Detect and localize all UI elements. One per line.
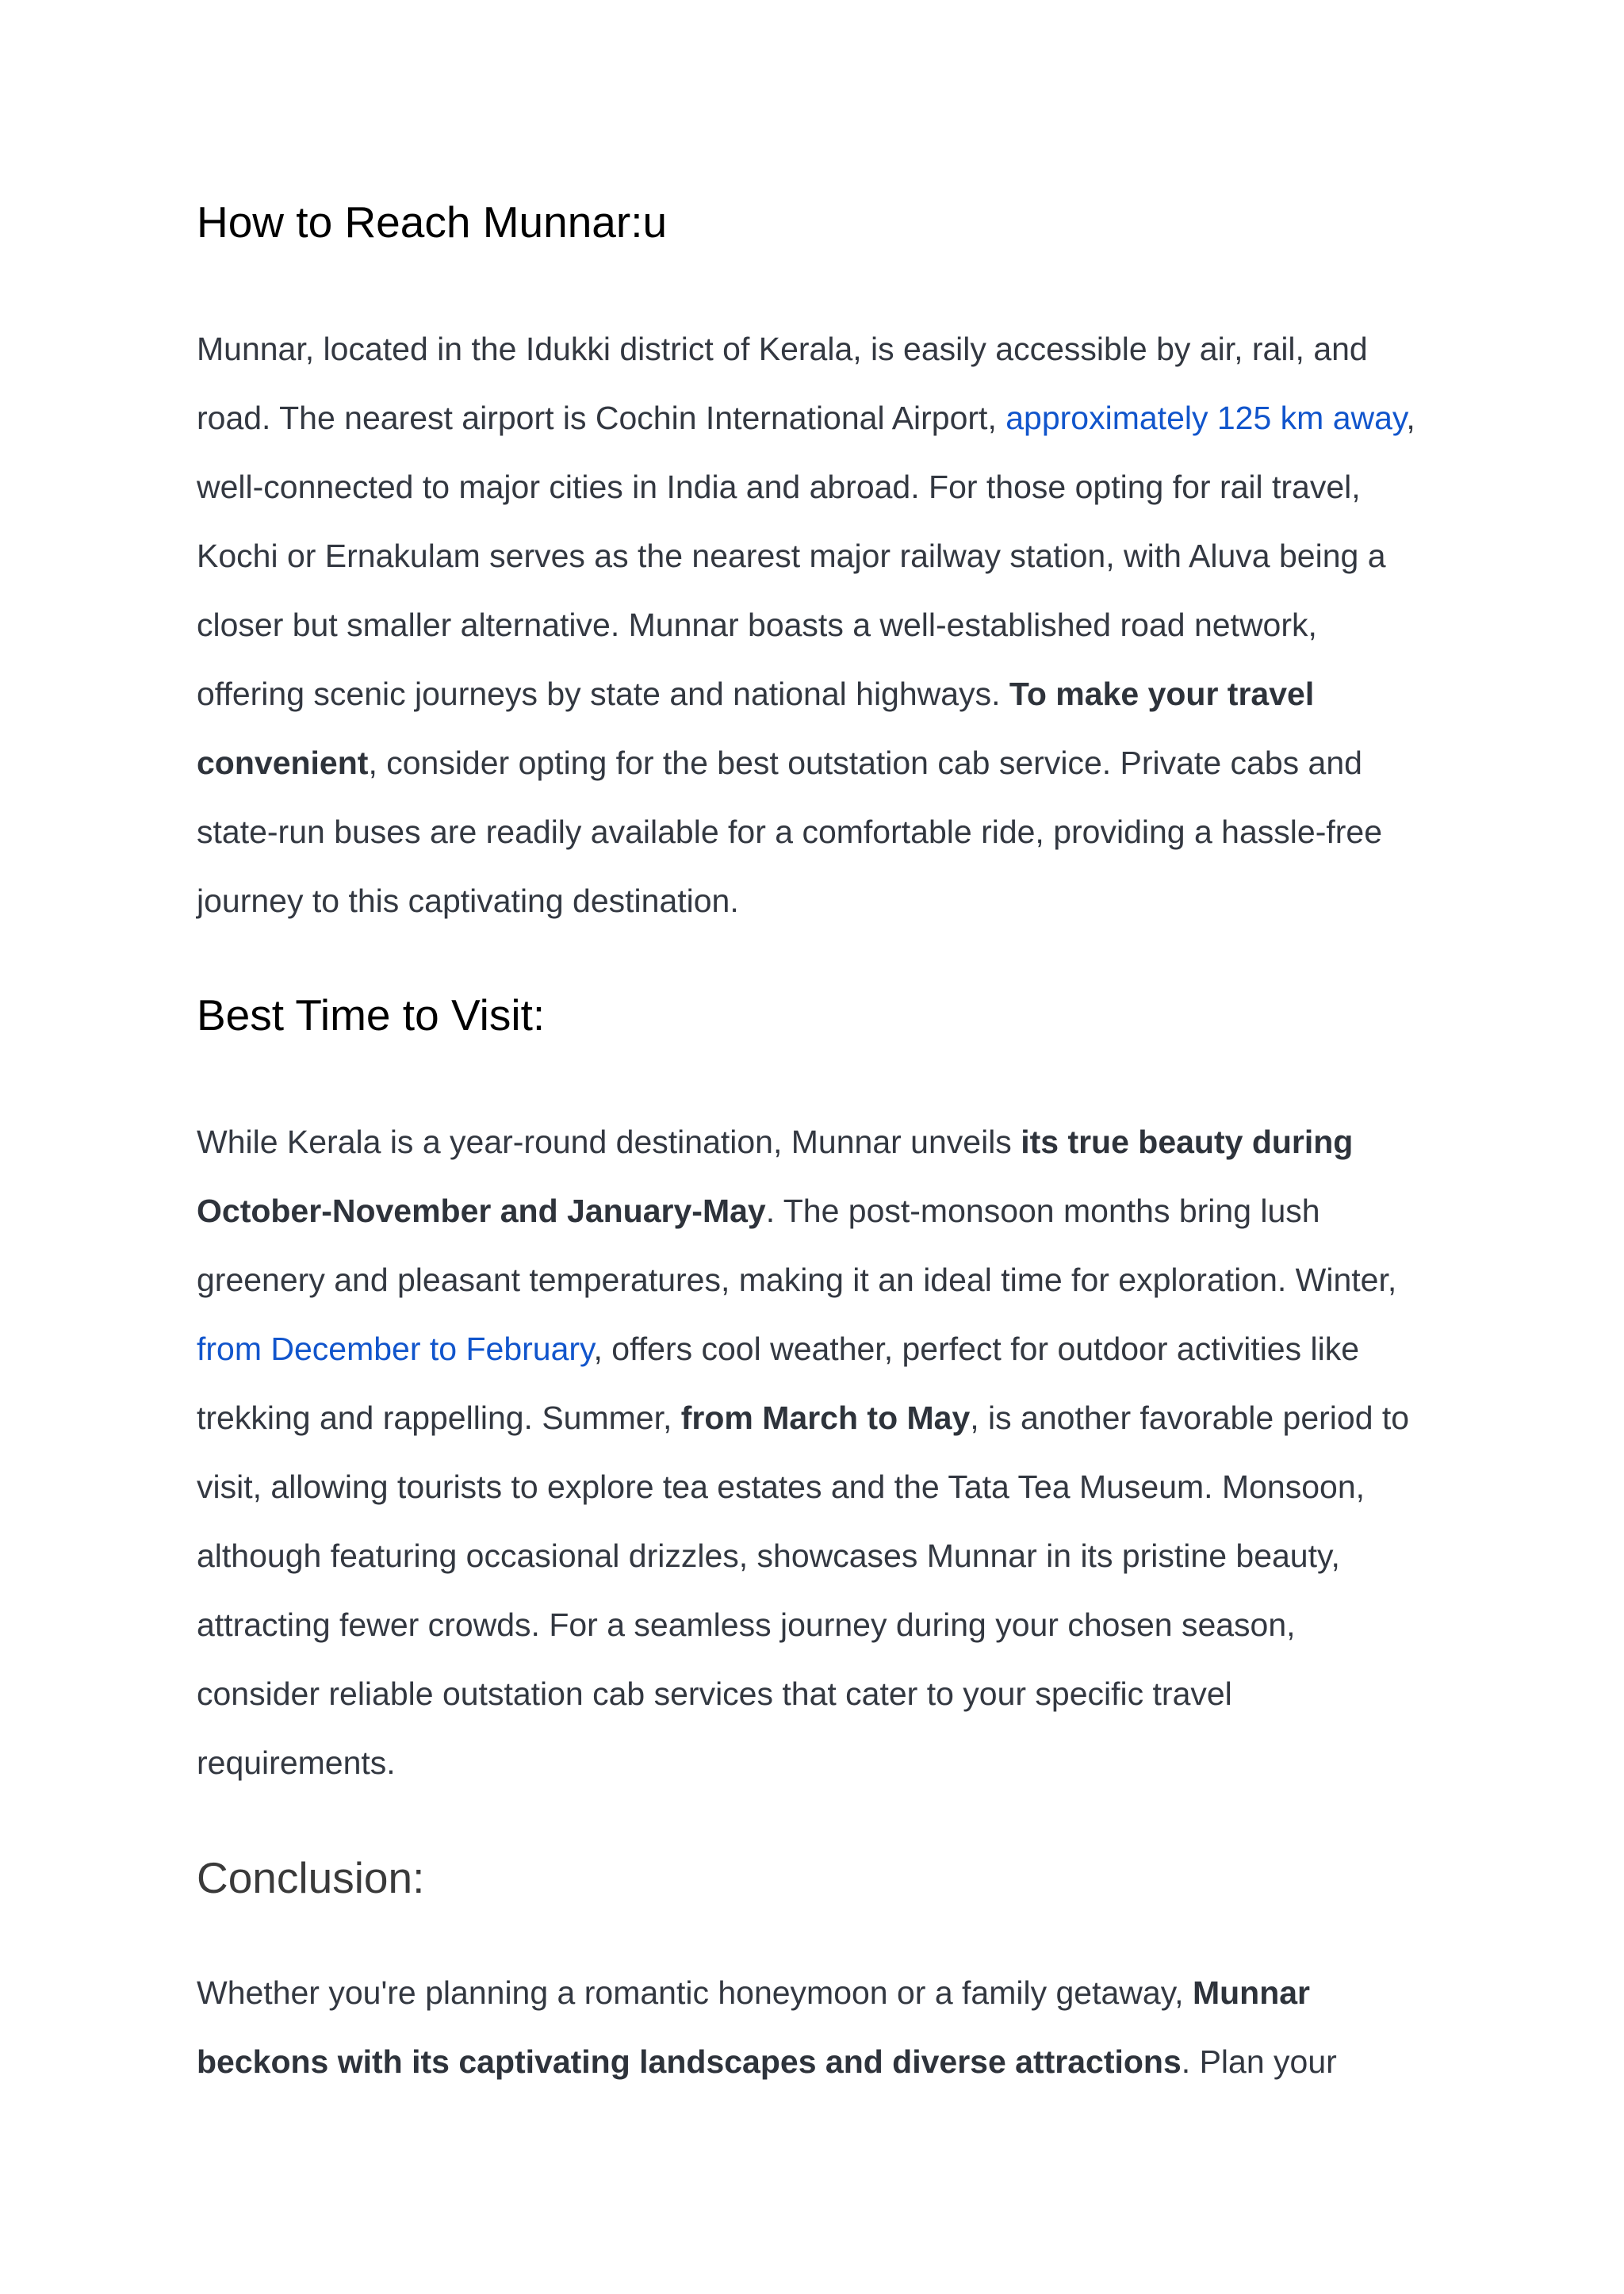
text-line: While Kerala is a year-round destination, Munnar unveils its true beauty during bbox=[197, 1124, 1354, 1160]
text-line: convenient, consider opting for the best outstation cab service. Private cabs and bbox=[197, 745, 1362, 781]
text-line: attracting fewer crowds. For a seamless journey during your chosen season, bbox=[197, 1607, 1296, 1643]
text-line: consider reliable outstation cab services that cater to your specific travel bbox=[197, 1676, 1232, 1712]
text-line: Whether you're planning a romantic honeymoon or a family getaway, Munnar bbox=[197, 1974, 1310, 2011]
text-line: visit, allowing tourists to explore tea estates and the Tata Tea Museum. Monsoon, bbox=[197, 1469, 1365, 1505]
text-line: Kochi or Ernakulam serves as the nearest major railway station, with Aluva being a bbox=[197, 538, 1386, 574]
text-line: trekking and rappelling. Summer, from March to May, is another favorable period to bbox=[197, 1400, 1410, 1436]
text-line: although featuring occasional drizzles, showcases Munnar in its pristine beauty, bbox=[197, 1538, 1340, 1574]
heading-best-time: Best Time to Visit: bbox=[197, 990, 546, 1040]
text-line: Munnar, located in the Idukki district of Kerala, is easily accessible by air, rail, and bbox=[197, 331, 1368, 367]
winter-months-link[interactable]: from December to February bbox=[197, 1331, 594, 1367]
paragraph-conclusion bbox=[197, 1959, 1465, 2097]
bold-text: convenient bbox=[197, 745, 369, 781]
text-line: journey to this captivating destination. bbox=[197, 883, 739, 919]
bold-text: To make your travel bbox=[1009, 676, 1315, 712]
paragraph-best-time bbox=[197, 1108, 1465, 1798]
text-line: October-November and January-May. The post-monsoon months bring lush bbox=[197, 1193, 1320, 1229]
text-line: from December to February, offers cool weather, perfect for outdoor activities like bbox=[197, 1331, 1360, 1367]
text-line: beckons with its captivating landscapes and diverse attractions. Plan your bbox=[197, 2043, 1337, 2080]
heading-conclusion: Conclusion: bbox=[197, 1853, 425, 1902]
text-line: well-connected to major cities in India and abroad. For those opting for rail travel, bbox=[197, 469, 1361, 505]
bold-text: October-November and January-May bbox=[197, 1193, 766, 1229]
bold-text: from March to May bbox=[680, 1400, 971, 1436]
bold-text: Munnar bbox=[1192, 1974, 1310, 2011]
text-line: closer but smaller alternative. Munnar boasts a well-established road network, bbox=[197, 607, 1317, 643]
distance-link[interactable]: approximately 125 km away bbox=[1005, 400, 1407, 436]
bold-text: its true beauty during bbox=[1021, 1124, 1354, 1160]
bold-text: beckons with its captivating landscapes and diverse attractions bbox=[197, 2043, 1182, 2080]
text-line: offering scenic journeys by state and national highways. To make your travel bbox=[197, 676, 1315, 712]
text-line: greenery and pleasant temperatures, making it an ideal time for exploration. Winter, bbox=[197, 1262, 1397, 1298]
text-line: state-run buses are readily available for a comfortable ride, providing a hassle-free bbox=[197, 814, 1382, 850]
paragraph-how-to-reach bbox=[197, 315, 1465, 936]
text-line: requirements. bbox=[197, 1744, 396, 1781]
text-line: road. The nearest airport is Cochin International Airport, approximately 125 km away, bbox=[197, 400, 1415, 436]
heading-how-to-reach: How to Reach Munnar:u bbox=[197, 197, 668, 247]
